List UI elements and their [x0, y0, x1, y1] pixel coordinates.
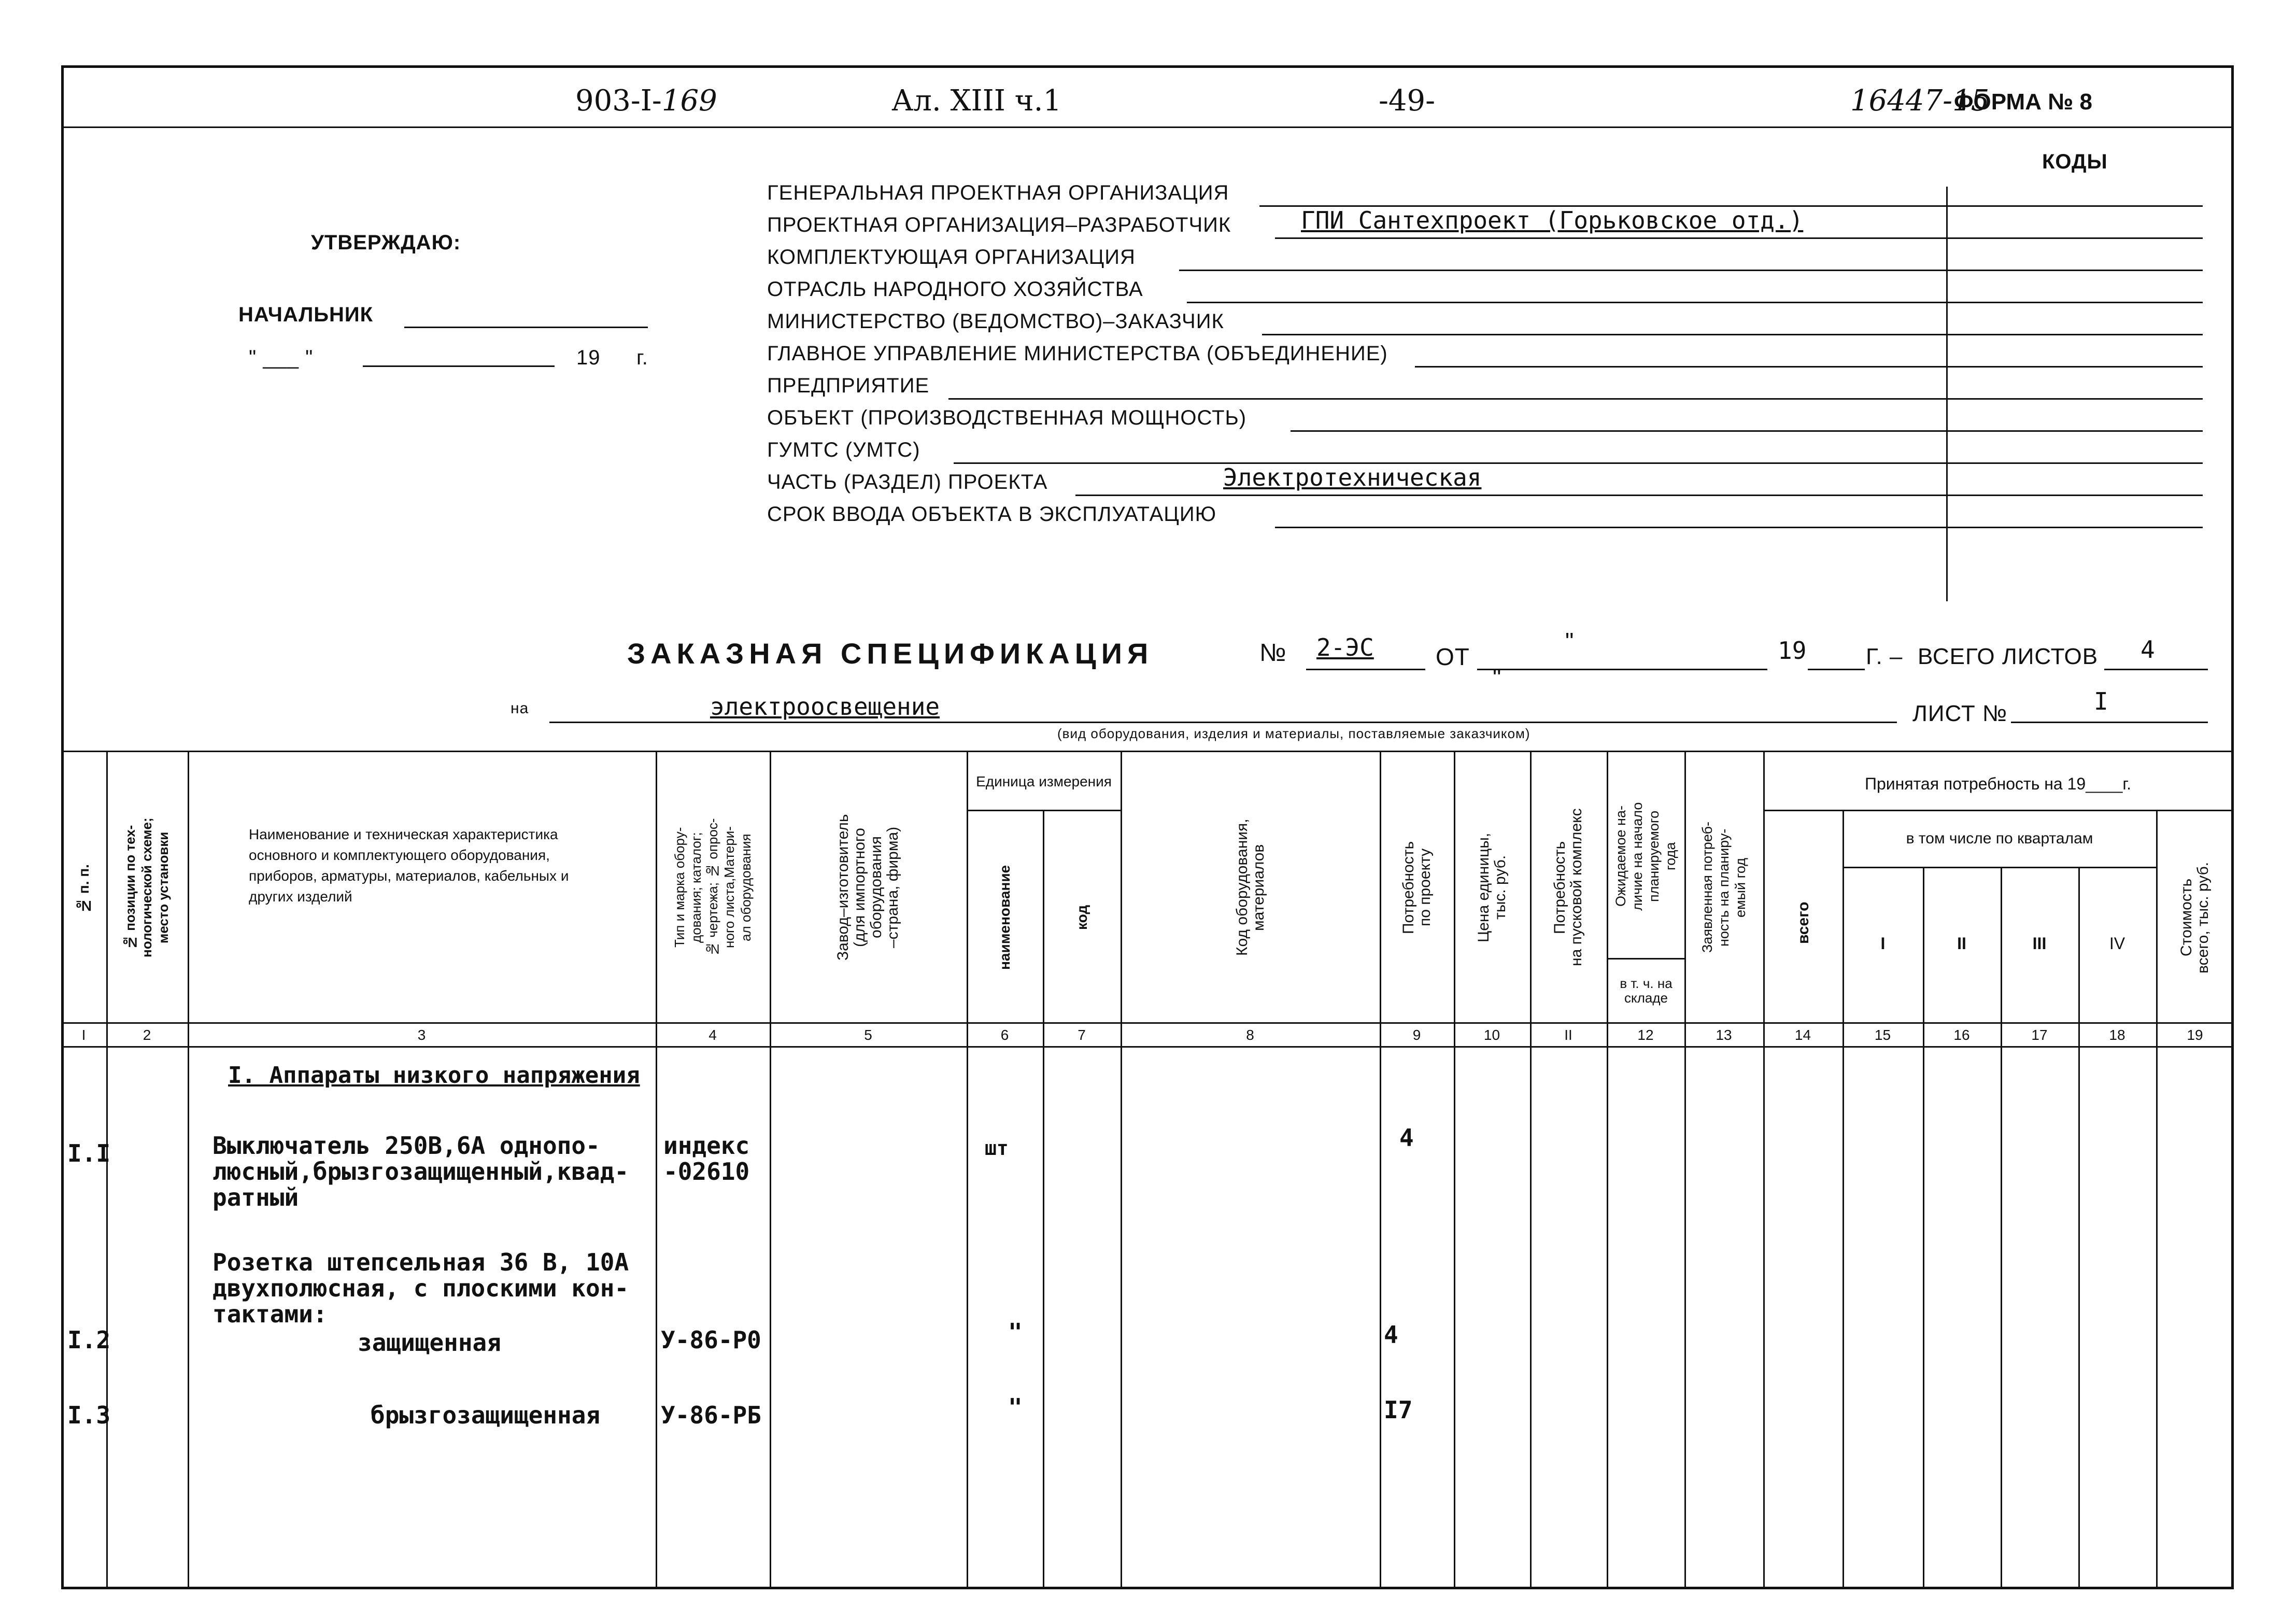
column-number-4: 4 — [708, 1027, 717, 1043]
col-header-13: Заявленная потреб- ность на планиру- емый год — [1699, 822, 1748, 953]
row-3-unit: " — [1008, 1393, 1023, 1421]
column-number-19: 19 — [2187, 1027, 2203, 1043]
column-number-1: I — [81, 1027, 86, 1043]
col-line-3 — [656, 751, 657, 1589]
org-line-3 — [1179, 270, 2203, 271]
spec-title: ЗАКАЗНАЯ СПЕЦИФИКАЦИЯ — [627, 637, 1154, 670]
row-3-qty: I7 — [1384, 1396, 1413, 1424]
column-number-8: 8 — [1246, 1027, 1254, 1043]
column-number-15: 15 — [1874, 1027, 1891, 1043]
approval-date-line — [363, 365, 555, 367]
col-header-q2: II — [1957, 934, 1966, 953]
col-header-1: № п. п. — [76, 864, 92, 914]
spec-year: 19 — [1778, 637, 1807, 665]
col-header-7: код — [1074, 905, 1090, 930]
col-line-14 — [1843, 810, 1844, 1589]
org-label-9: ГУМТС (УМТС) — [767, 439, 920, 461]
col-header-5: Завод–изготовитель (для импортного оборудования –страна, фирма) — [834, 814, 901, 961]
spec-date-quote-open: " — [1565, 628, 1575, 655]
col-line-15 — [1923, 867, 1924, 1589]
spec-year-line — [1808, 669, 1865, 670]
row-2-type: У-86-Р0 — [661, 1326, 761, 1354]
table-header-bottom — [61, 1022, 2234, 1024]
column-number-5: 5 — [864, 1027, 872, 1043]
spec-subject-line — [549, 722, 1897, 723]
approval-year: 19 — [576, 346, 601, 369]
org-label-5: МИНИСТЕРСТВО (ВЕДОМСТВО)–ЗАКАЗЧИК — [767, 310, 1224, 333]
col-line-17 — [2078, 867, 2080, 1589]
col-line-2 — [188, 751, 189, 1589]
row-3-type: У-86-РБ — [661, 1401, 761, 1429]
table-top-border — [61, 751, 2234, 752]
column-number-18: 18 — [2109, 1027, 2125, 1043]
col-header-10: Цена единицы, тыс. руб. — [1475, 832, 1509, 942]
sheet-no-label: ЛИСТ № — [1912, 701, 2008, 726]
spec-no-label: № — [1259, 639, 1287, 667]
org-line-11 — [1275, 527, 2203, 528]
col-header-11: Потребность на пусковой комплекс — [1551, 808, 1585, 967]
col-line-8 — [1380, 751, 1381, 1589]
org-label-3: КОМПЛЕКТУЮЩАЯ ОРГАНИЗАЦИЯ — [767, 246, 1136, 269]
spec-subject-caption: (вид оборудования, изделия и материалы, поставляемые заказчиком) — [1057, 726, 1530, 741]
total-sheets-line — [2104, 669, 2208, 670]
org-label-8: ОБЪЕКТ (ПРОИЗВОДСТВЕННАЯ МОЩНОСТЬ) — [767, 406, 1247, 429]
form-label: ФОРМА № 8 — [1954, 89, 2092, 115]
org-line-4 — [1187, 302, 2203, 303]
col-line-4 — [770, 751, 771, 1589]
column-number-6: 6 — [1000, 1027, 1009, 1043]
org-label-10: ЧАСТЬ (РАЗДЕЛ) ПРОЕКТА — [767, 471, 1048, 493]
org-line-7 — [948, 398, 2203, 400]
column-number-9: 9 — [1412, 1027, 1421, 1043]
spec-date-line — [1477, 669, 1767, 670]
spec-g: Г. – — [1866, 644, 1903, 669]
doc-code: 903-I-169 — [575, 84, 717, 118]
org-value-10: Электротехническая — [1223, 463, 1482, 491]
col-line-7 — [1121, 751, 1122, 1589]
col-header-12: Ожидаемое на- личие на начало планируемого года — [1613, 802, 1678, 911]
org-label-7: ПРЕДПРИЯТИЕ — [767, 374, 930, 397]
row-2-name: Розетка штепсельная 36 В, 10А двухполюсная, с плоскими кон- тактами: — [212, 1248, 629, 1328]
row-1-unit: шт — [985, 1137, 1009, 1160]
row-1-type: индекс -02610 — [663, 1132, 750, 1186]
quarters-subheader-line — [1843, 867, 2156, 868]
row-1-name: Выключатель 250В,6А однопо- люсный,брызгозащищенный,квад- ратный — [212, 1132, 629, 1211]
section-title: I. Аппараты низкого напряжения — [228, 1062, 640, 1089]
row-2-unit: " — [1008, 1318, 1023, 1346]
col-header-quarters: в том числе по кварталам — [1906, 830, 2093, 847]
col-header-8: Код оборудования, материалов — [1234, 818, 1267, 956]
col-header-12b: в т. ч. на складе — [1620, 976, 1673, 1006]
chief-label: НАЧАЛЬНИК — [238, 303, 374, 326]
col-header-9: Потребность по проекту — [1400, 841, 1434, 934]
sheet-no-value: I — [2094, 687, 2108, 715]
column-number-10: 10 — [1483, 1027, 1500, 1043]
row-3-subname: брызгозащищенная — [371, 1401, 601, 1429]
stock-subheader-line — [1607, 958, 1684, 959]
spec-date-quote-close: " — [1493, 664, 1502, 691]
codes-divider — [1946, 187, 1948, 601]
col-line-6 — [1043, 810, 1044, 1589]
column-number-17: 17 — [2031, 1027, 2048, 1043]
page-number: -49- — [1379, 84, 1436, 118]
col-header-14: всего — [1795, 901, 1812, 944]
total-sheets-label: ВСЕГО ЛИСТОВ — [1918, 644, 2099, 669]
org-label-6: ГЛАВНОЕ УПРАВЛЕНИЕ МИНИСТЕРСТВА (ОБЪЕДИНЕНИЕ) — [767, 342, 1388, 365]
col-line-1 — [106, 751, 108, 1589]
codes-label: КОДЫ — [2042, 150, 2108, 173]
column-number-2: 2 — [143, 1027, 151, 1043]
spec-ot: ОТ — [1436, 643, 1470, 670]
accepted-subheader-line — [1763, 810, 2234, 811]
column-number-13: 13 — [1716, 1027, 1732, 1043]
col-line-5 — [967, 751, 968, 1589]
org-label-1: ГЕНЕРАЛЬНАЯ ПРОЕКТНАЯ ОРГАНИЗАЦИЯ — [767, 181, 1229, 204]
unit-subheader-line — [967, 810, 1121, 811]
col-line-18 — [2156, 810, 2158, 1589]
column-number-3: 3 — [417, 1027, 426, 1043]
spec-subject: электроосвещение — [710, 693, 940, 721]
chief-signature-line — [404, 327, 648, 328]
approval-g: г. — [636, 346, 648, 369]
column-number-14: 14 — [1794, 1027, 1811, 1043]
column-numbers-bottom — [61, 1046, 2234, 1048]
col-header-q3: III — [2032, 934, 2047, 953]
col-header-3: Наименование и техническая характеристика основного и комплектующего оборудования, приборов, арматуры, материалов, кабельных и других изделий — [249, 826, 569, 905]
column-number-11: II — [1564, 1027, 1572, 1043]
row-2-subname: защищенная — [358, 1329, 501, 1357]
col-header-4: Тип и марка обору- дования; каталог; № чертежа; № опрос- ного листа,Матери- ал оборудования — [672, 818, 754, 957]
header-divider — [61, 126, 2234, 128]
row-3-number: I.3 — [67, 1401, 111, 1429]
org-line-2 — [1275, 237, 2203, 239]
spec-no-line — [1306, 669, 1425, 670]
org-line-5 — [1262, 334, 2203, 335]
spec-na: на — [511, 700, 529, 717]
col-header-2: № позиции по тех- нологической схеме; место установки — [122, 817, 171, 957]
col-line-9 — [1454, 751, 1455, 1589]
col-header-q1: I — [1880, 934, 1886, 953]
row-1-number: I.I — [67, 1139, 111, 1167]
col-line-10 — [1530, 751, 1532, 1589]
sheet-no-line — [2011, 722, 2208, 723]
org-line-9 — [954, 462, 2203, 464]
org-line-8 — [1291, 430, 2203, 432]
col-header-accepted: Принятая потребность на 19____г. — [1864, 774, 2132, 793]
column-number-16: 16 — [1953, 1027, 1970, 1043]
col-line-13 — [1763, 751, 1765, 1589]
org-label-2: ПРОЕКТНАЯ ОРГАНИЗАЦИЯ–РАЗРАБОТЧИК — [767, 214, 1231, 236]
org-line-6 — [1415, 366, 2203, 368]
col-line-12 — [1684, 751, 1686, 1589]
org-value-2: ГПИ Сантехпроект (Горьковское отд.) — [1301, 206, 1804, 234]
row-2-qty: 4 — [1384, 1321, 1398, 1349]
col-header-6: наименование — [997, 865, 1013, 970]
col-header-19: Стоимость всего, тыс. руб. — [2178, 862, 2212, 973]
col-header-q4: IV — [2109, 934, 2125, 953]
row-1-qty: 4 — [1399, 1124, 1414, 1152]
col-line-16 — [2001, 867, 2002, 1589]
inventory-number: 16447-15 — [1850, 84, 1990, 118]
album-ref: Ал. XIII ч.1 — [891, 84, 1062, 118]
col-line-11 — [1607, 751, 1608, 1589]
approve-label: УТВЕРЖДАЮ: — [311, 231, 461, 254]
row-2-number: I.2 — [67, 1326, 111, 1354]
spec-no-value: 2-ЭС — [1316, 633, 1374, 661]
org-label-4: ОТРАСЛЬ НАРОДНОГО ХОЗЯЙСТВА — [767, 278, 1143, 301]
col-header-unit: Единица измерения — [976, 773, 1112, 789]
org-line-10 — [1075, 495, 2203, 496]
org-label-11: СРОК ВВОДА ОБЪЕКТА В ЭКСПЛУАТАЦИЮ — [767, 503, 1217, 526]
total-sheets-value: 4 — [2141, 636, 2155, 664]
approval-date-day: " ___ " — [249, 346, 314, 369]
column-number-7: 7 — [1078, 1027, 1086, 1043]
column-number-12: 12 — [1637, 1027, 1654, 1043]
